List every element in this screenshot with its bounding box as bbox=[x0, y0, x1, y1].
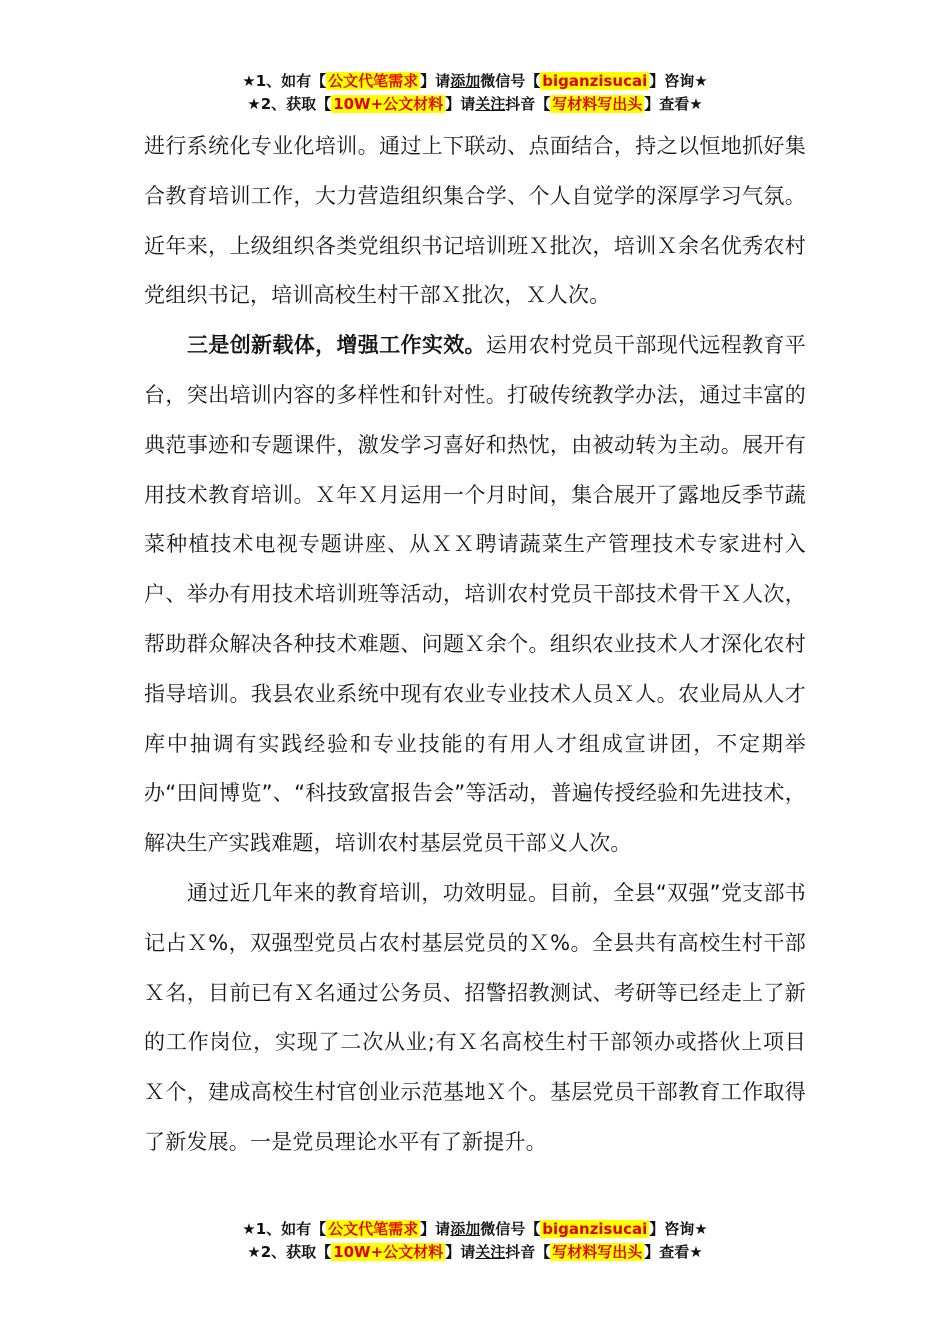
promo-line-2-after-emph: 抖音【 bbox=[505, 95, 551, 113]
bottom-promo-banner bbox=[0, 1218, 950, 1264]
promo-line-2-middle: 】请 bbox=[445, 1243, 476, 1261]
promo-line-1-after-emph: 微信号【 bbox=[480, 72, 541, 90]
promo-line-2-suffix: 】查看★ bbox=[644, 95, 703, 113]
promo-highlight-materials: 10W+公文材料 bbox=[333, 95, 444, 113]
promo-line-2-emph: 关注 bbox=[475, 1243, 506, 1261]
paragraph-innovation-heading: 三是创新载体，增强工作实效。 bbox=[187, 333, 486, 358]
promo-highlight-wechat-id: biganzisucai bbox=[542, 1220, 648, 1238]
promo-highlight-wechat-id: biganzisucai bbox=[542, 72, 648, 90]
promo-line-1-prefix: ★1、如有【 bbox=[242, 72, 327, 90]
paragraph-innovation bbox=[144, 321, 806, 869]
promo-highlight-ghostwriting: 公文代笔需求 bbox=[328, 1220, 419, 1238]
promo-line-1 bbox=[0, 70, 950, 93]
promo-line-1-prefix: ★1、如有【 bbox=[242, 1220, 327, 1238]
promo-line-1-suffix: 】咨询★ bbox=[649, 1220, 708, 1238]
promo-line-2 bbox=[0, 93, 950, 116]
document-body bbox=[144, 122, 806, 1168]
paragraph-training-summary: 进行系统化专业化培训。通过上下联动、点面结合，持之以恒地抓好集合教育培训工作，大力营造组织集合学、个人自觉学的深厚学习气氛。近年来，上级组织各类党组织书记培训班Ｘ批次，培训Ｘ余名优秀农村党组织书记，培训高校生村干部Ｘ批次，Ｘ人次。 bbox=[144, 134, 806, 308]
paragraph-innovation-body: 运用农村党员干部现代远程教育平台，突出培训内容的多样性和针对性。打破传统教学办法，通过丰富的典范事迹和专题课件，激发学习喜好和热忱，由被动转为主动。展开有用技术教育培训。Ｘ年Ｘ月运用一个月时间，集合展开了露地反季节蔬菜种植技术电视专题讲座、从ＸＸ聘请蔬菜生产管理技术专家进村入户、举办有用技术培训班等活动，培训农村党员干部技术骨干Ｘ人次，帮助群众解决各种技术难题、问题Ｘ余个。组织农业技术人才深化农村指导培训。我县农业系统中现有农业专业技术人员Ｘ人。农业局从人才库中抽调有实践经验和专业技能的有用人才组成宣讲团，不定期举办“田间博览”、“科技致富报告会”等活动，普遍传授经验和先进技术，解决生产实践难题，培训农村基层党员干部义人次。 bbox=[144, 333, 806, 856]
promo-line-2-middle: 】请 bbox=[445, 95, 476, 113]
promo-line-2-prefix: ★2、获取【 bbox=[247, 95, 332, 113]
promo-line-1-emph: 添加 bbox=[450, 1220, 481, 1238]
promo-line-1-suffix: 】咨询★ bbox=[649, 72, 708, 90]
promo-line-1-after-emph: 微信号【 bbox=[480, 1220, 541, 1238]
promo-line-2 bbox=[0, 1241, 950, 1264]
paragraph-results: 通过近几年来的教育培训，功效明显。目前，全县“双强”党支部书记占Ｘ%，双强型党员占农村基层党员的Ｘ%。全县共有高校生村干部Ｘ名，目前已有Ｘ名通过公务员、招警招教测试、考研等已经走上了新的工作岗位，实现了二次从业;有Ｘ名高校生村干部领办或搭伙上项目Ｘ个，建成高校生村官创业示范基地Ｘ个。基层党员干部教育工作取得了新发展。一是党员理论水平有了新提升。 bbox=[144, 880, 806, 1154]
promo-line-2-emph: 关注 bbox=[475, 95, 506, 113]
promo-line-2-prefix: ★2、获取【 bbox=[247, 1243, 332, 1261]
promo-highlight-douyin-account: 写材料写出头 bbox=[552, 1243, 643, 1261]
promo-line-1-emph: 添加 bbox=[450, 72, 481, 90]
promo-line-2-suffix: 】查看★ bbox=[644, 1243, 703, 1261]
promo-line-1-middle: 】请 bbox=[420, 72, 451, 90]
promo-highlight-douyin-account: 写材料写出头 bbox=[552, 95, 643, 113]
promo-highlight-ghostwriting: 公文代笔需求 bbox=[328, 72, 419, 90]
top-promo-banner bbox=[0, 70, 950, 116]
promo-highlight-materials: 10W+公文材料 bbox=[333, 1243, 444, 1261]
promo-line-1-middle: 】请 bbox=[420, 1220, 451, 1238]
promo-line-2-after-emph: 抖音【 bbox=[505, 1243, 551, 1261]
promo-line-1 bbox=[0, 1218, 950, 1241]
